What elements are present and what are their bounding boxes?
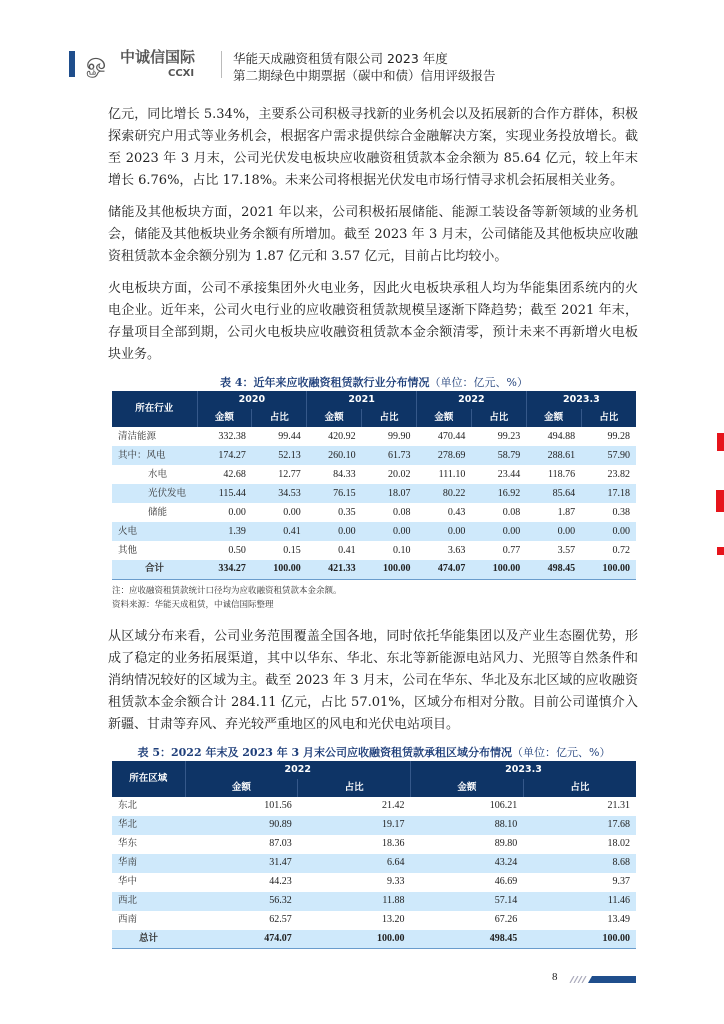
share-header: 占比 <box>298 779 411 797</box>
cell-value: 87.03 <box>269 838 292 849</box>
cell-value: 58.79 <box>471 446 526 465</box>
cell-value: 56.32 <box>185 892 298 911</box>
row-label: 储能 <box>148 506 168 518</box>
cell-value: 470.44 <box>437 430 466 442</box>
row-label: 光伏发电 <box>112 484 197 503</box>
logo-text-cn: 中诚信国际 <box>120 48 196 66</box>
cell-value: 43.24 <box>411 854 524 873</box>
cell-value: 31.47 <box>185 854 298 873</box>
cell-value: 19.17 <box>298 816 411 835</box>
row-label: 其中：风电 <box>112 446 197 465</box>
cell-value: 67.26 <box>494 914 518 925</box>
cell-value: 57.90 <box>581 446 636 465</box>
cell-value: 23.44 <box>497 468 521 480</box>
cell-value: 21.31 <box>607 800 630 811</box>
row-label: 东北 <box>118 800 138 811</box>
row-label: 其他 <box>118 544 138 556</box>
row-header: 所在区域 <box>112 761 185 797</box>
table-row <box>112 797 636 816</box>
cell-value: 0.00 <box>471 522 526 541</box>
cell-value: 0.00 <box>362 522 417 541</box>
cell-value: 3.63 <box>447 544 466 556</box>
table-row <box>112 835 636 854</box>
cell-value: 0.08 <box>502 506 521 518</box>
year-header: 2022 <box>185 761 411 779</box>
cell-value: 100.00 <box>252 560 307 579</box>
cell-value: 42.68 <box>223 468 246 480</box>
row-label: 华中 <box>118 876 138 887</box>
cell-value: 61.73 <box>362 446 417 465</box>
header-divider <box>221 51 222 78</box>
table-row <box>112 873 636 892</box>
share-header: 占比 <box>252 409 307 427</box>
share-header: 占比 <box>523 779 636 797</box>
table-row <box>112 854 636 873</box>
cell-value: 85.64 <box>526 484 581 503</box>
table5-caption: 表 5：2022 年末及 2023 年 3 月末公司应收融资租赁款承租区域分布情况（单位：亿元、%） <box>137 745 611 759</box>
cell-value: 0.15 <box>283 544 301 556</box>
cell-value: 498.45 <box>411 930 524 949</box>
row-label: 西南 <box>118 914 138 925</box>
cell-value: 0.50 <box>228 544 246 556</box>
cell-value: 474.07 <box>417 560 472 579</box>
cell-value: 106.21 <box>489 800 518 811</box>
year-header: 2023.3 <box>526 391 636 409</box>
share-header: 占比 <box>471 409 526 427</box>
cell-value: 118.76 <box>547 468 576 480</box>
cell-value: 11.46 <box>523 892 636 911</box>
cell-value: 332.38 <box>218 430 246 442</box>
cell-value: 0.38 <box>612 506 630 518</box>
cell-value: 0.00 <box>307 522 362 541</box>
table-row <box>112 816 636 835</box>
cell-value: 23.82 <box>607 468 630 480</box>
cell-value: 3.57 <box>557 544 576 556</box>
cell-value: 17.18 <box>581 484 636 503</box>
table-row <box>112 522 636 541</box>
cell-value: 101.56 <box>264 800 292 811</box>
cell-value: 20.02 <box>388 468 411 480</box>
cell-value: 99.44 <box>278 430 301 442</box>
cell-value: 62.57 <box>269 914 292 925</box>
seal-stamp-fragment <box>717 433 724 451</box>
cell-value: 0.08 <box>393 506 411 518</box>
amount-header: 金额 <box>197 409 252 427</box>
cell-value: 100.00 <box>471 560 526 579</box>
amount-header: 金额 <box>307 409 362 427</box>
cell-value: 99.23 <box>497 430 521 442</box>
cell-value: 0.00 <box>417 522 472 541</box>
cell-value: 0.35 <box>338 506 356 518</box>
table-row <box>112 930 636 949</box>
cell-value: 99.90 <box>388 430 411 442</box>
cell-value: 0.41 <box>338 544 356 556</box>
table-row <box>112 911 636 930</box>
row-label: 华北 <box>112 816 185 835</box>
cell-value: 9.33 <box>387 876 405 887</box>
row-label: 西北 <box>112 892 185 911</box>
cell-value: 0.77 <box>502 544 521 556</box>
cell-value: 76.15 <box>307 484 362 503</box>
report-body <box>108 104 638 949</box>
share-header: 占比 <box>362 409 417 427</box>
logo-text-en: CCXI <box>168 68 195 79</box>
seal-stamp-fragment <box>717 547 724 555</box>
elephant-logo-icon: ௐ <box>86 48 110 76</box>
report-title <box>233 50 496 84</box>
cell-value: 100.00 <box>298 930 411 949</box>
cell-value: 17.68 <box>523 816 636 835</box>
cell-value: 88.10 <box>411 816 524 835</box>
cell-value: 260.10 <box>307 446 362 465</box>
amount-header: 金额 <box>185 779 298 797</box>
row-label: 合计 <box>112 560 197 579</box>
cell-value: 34.53 <box>252 484 307 503</box>
cell-value: 288.61 <box>526 446 581 465</box>
cell-value: 1.39 <box>197 522 252 541</box>
cell-value: 334.27 <box>197 560 252 579</box>
cell-value: 99.28 <box>607 430 630 442</box>
cell-value: 18.02 <box>607 838 630 849</box>
amount-header: 金额 <box>417 409 472 427</box>
table-row <box>112 560 636 579</box>
cell-value: 0.41 <box>252 522 307 541</box>
cell-value: 0.43 <box>447 506 466 518</box>
cell-value: 100.00 <box>581 560 636 579</box>
paragraph-pv: 亿元，同比增长 5.34%，主要系公司积极寻找新的业务机会以及拓展新的合作方群体，积极探索研究户用式等业务机会，根据客户需求提供综合金融解决方案，实现业务投放增长。截至 2023 年 3 月末，公司光伏发电板块应收融资租赁款本金余额为 85.64 亿元，较上年末增长 6.76%，占比 17.18%。未来公司将根据光伏发电市场行情寻求机会拓展相关业务。 <box>108 107 638 188</box>
row-label: 华东 <box>118 838 138 849</box>
table-row <box>112 503 636 522</box>
cell-value: 13.49 <box>607 914 630 925</box>
cell-value: 174.27 <box>197 446 252 465</box>
cell-value: 0.00 <box>283 506 301 518</box>
cell-value: 498.45 <box>526 560 581 579</box>
table-row <box>112 427 636 446</box>
cell-value: 100.00 <box>523 930 636 949</box>
cell-value: 494.88 <box>547 430 576 442</box>
row-label: 华南 <box>112 854 185 873</box>
cell-value: 52.13 <box>252 446 307 465</box>
cell-value: 21.42 <box>382 800 405 811</box>
cell-value: 84.33 <box>333 468 356 480</box>
year-header: 2023.3 <box>411 761 637 779</box>
table-row <box>112 892 636 911</box>
cell-value: 0.10 <box>393 544 411 556</box>
paragraph-region: 从区域分布来看，公司业务范围覆盖全国各地，同时依托华能集团以及产业生态圈优势，形成了稳定的业务拓展渠道，其中以华东、华北、东北等新能源电站风力、光照等自然条件和消纳情况较好的区域为主。截至 2023 年 3 月末，公司在华东、华北及东北区域的应收融资租赁款本金余额合计 284.11 亿元，占比 57.01%，区域分布相对分散。目前公司谨慎介入新疆、甘肃等弃风、弃光较严重地区的风电和光伏电站项目。 <box>108 628 638 732</box>
year-header: 2022 <box>417 391 527 409</box>
amount-header: 金额 <box>526 409 581 427</box>
cell-value: 44.23 <box>269 876 292 887</box>
year-header: 2020 <box>197 391 307 409</box>
cell-value: 18.07 <box>362 484 417 503</box>
cell-value: 100.00 <box>362 560 417 579</box>
report-title-line1: 华能天成融资租赁有限公司 2023 年度 <box>233 51 448 66</box>
table-row <box>112 541 636 560</box>
cell-value: 8.68 <box>523 854 636 873</box>
table-row <box>112 465 636 484</box>
cell-value: 89.80 <box>494 838 518 849</box>
cell-value: 420.92 <box>328 430 356 442</box>
row-label: 清洁能源 <box>118 430 157 442</box>
row-label: 总计 <box>112 930 185 949</box>
cell-value: 1.87 <box>557 506 576 518</box>
cell-value: 278.69 <box>417 446 472 465</box>
paragraph-thermal: 火电板块方面，公司不承接集团外火电业务，因此火电板块承租人均为华能集团系统内的火电企业。近年来，公司火电行业的应收融资租赁款规模呈逐渐下降趋势；截至 2021 年末，存量项目全部到期，公司火电板块应收融资租赁款本金余额清零，预计未来不再新增火电板块业务。 <box>108 281 638 362</box>
cell-value: 13.20 <box>382 914 405 925</box>
table-row <box>112 446 636 465</box>
cell-value: 474.07 <box>185 930 298 949</box>
cell-value: 90.89 <box>185 816 298 835</box>
report-title-line2: 第二期绿色中期票据（碳中和债）信用评级报告 <box>233 68 496 83</box>
cell-value: 46.69 <box>494 876 518 887</box>
cell-value: 57.14 <box>411 892 524 911</box>
cell-value: 18.36 <box>382 838 405 849</box>
seal-stamp-fragment <box>716 490 724 512</box>
row-label: 火电 <box>112 522 197 541</box>
cell-value: 0.72 <box>612 544 630 556</box>
table4-note: 注：应收融资租赁款统计口径均为应收融资租赁款本金余额。 <box>112 585 342 596</box>
paragraph-storage: 储能及其他板块方面，2021 年以来，公司积极拓展储能、能源工装设备等新领域的业务机会，储能及其他板块业务余额有所增加。截至 2023 年 3 月末，公司储能及其他板块应收融资租赁款本金余额分别为 1.87 亿元和 3.57 亿元，目前占比均较小。 <box>108 205 638 264</box>
footer-stripe-decoration <box>568 976 636 983</box>
row-label: 水电 <box>148 468 168 480</box>
table4-caption: 表 4：近年来应收融资租赁款行业分布情况（单位：亿元、%） <box>220 376 528 389</box>
cell-value: 9.37 <box>612 876 630 887</box>
cell-value: 115.44 <box>197 484 252 503</box>
cell-value: 16.92 <box>471 484 526 503</box>
row-header: 所在行业 <box>112 391 197 427</box>
ccxi-logo <box>86 48 216 82</box>
header-accent-bar <box>69 51 75 77</box>
cell-value: 6.64 <box>298 854 411 873</box>
cell-value: 421.33 <box>307 560 362 579</box>
cell-value: 0.00 <box>581 522 636 541</box>
table4-source: 资料来源：华能天成租赁，中诚信国际整理 <box>112 599 274 610</box>
table4-industry-distribution <box>112 391 636 580</box>
amount-header: 金额 <box>411 779 524 797</box>
cell-value: 11.88 <box>298 892 411 911</box>
cell-value: 0.00 <box>228 506 246 518</box>
cell-value: 111.10 <box>438 468 466 480</box>
table5-region-distribution <box>112 761 636 950</box>
table-row <box>112 484 636 503</box>
page-number: 8 <box>552 971 558 983</box>
share-header: 占比 <box>581 409 636 427</box>
cell-value: 80.22 <box>417 484 472 503</box>
cell-value: 0.00 <box>526 522 581 541</box>
year-header: 2021 <box>307 391 417 409</box>
cell-value: 12.77 <box>278 468 301 480</box>
